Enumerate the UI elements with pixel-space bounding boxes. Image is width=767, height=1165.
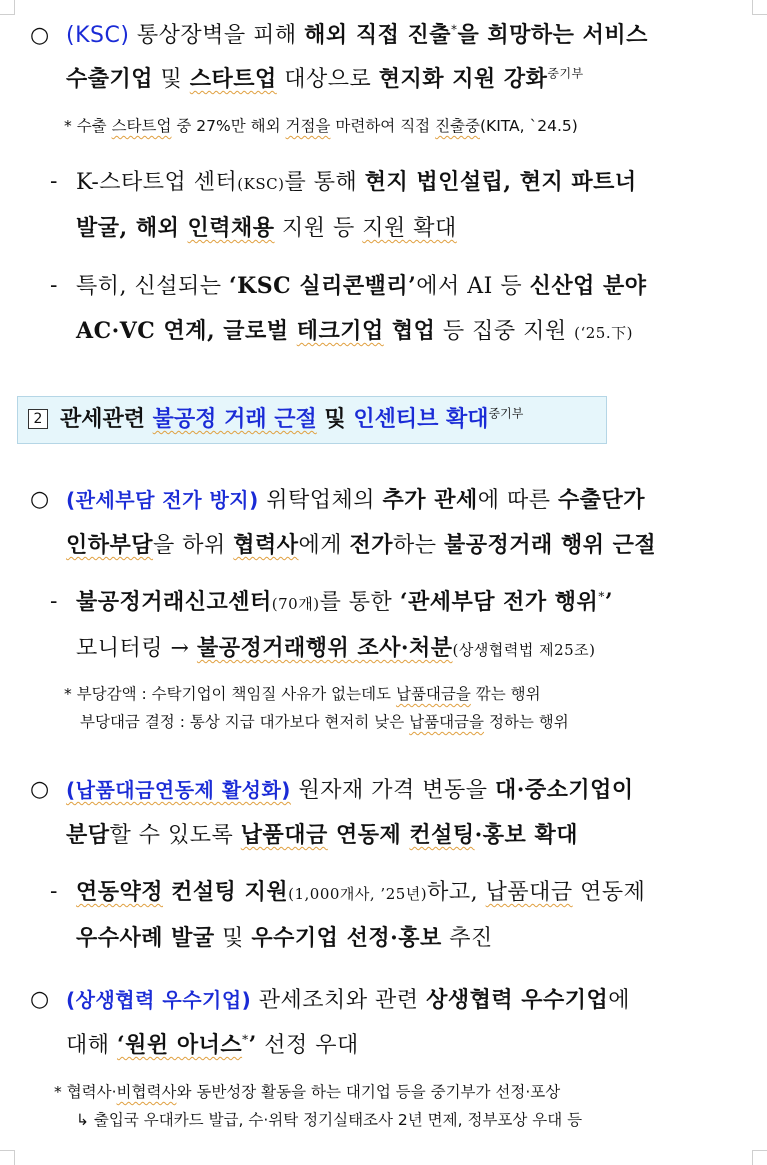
- dash-marker: -: [50, 273, 58, 298]
- paragraph-winwin-line2: 대해 ‘원윈 아너스*’ 선정 우대: [66, 1032, 359, 1058]
- sub-item-report-center-line1: 불공정거래신고센터(70개)를 통한 ‘관세부담 전가 행위*’: [76, 589, 613, 615]
- corner-mark-bottom-left: [0, 1150, 15, 1165]
- bullet-circle: ○: [30, 987, 50, 1012]
- sub-item-silicon-valley-line2: AC·VC 연계, 글로벌 테크기업 협업 등 집중 지원 (‘25.下): [76, 318, 633, 344]
- bullet-circle: ○: [30, 23, 50, 48]
- paragraph-tariff-burden-line2: 인하부담을 하위 협력사에게 전가하는 불공정거래 행위 근절: [66, 532, 657, 558]
- paragraph-price-linkage: [66, 768, 756, 858]
- paragraph-ksc-line1: (KSC) 통상장벽을 피해 해외 직접 진출*을 희망하는 서비스: [66, 22, 648, 48]
- paragraph-ksc-lead: (KSC): [66, 23, 130, 48]
- footnote-unfair-pricing: [64, 680, 569, 736]
- sub-item-silicon-valley: [76, 264, 756, 355]
- paragraph-winwin: [66, 978, 756, 1068]
- ministry-tag: 중기부: [488, 406, 524, 421]
- sub-item-consulting: [76, 870, 756, 961]
- section-number-box: 2: [28, 409, 48, 429]
- dash-marker: -: [50, 169, 58, 194]
- sub-item-report-center: [76, 580, 756, 672]
- paragraph-price-linkage-line1: (납품대금연동제 활성화) 원자재 가격 변동을 대·중소기업이: [66, 777, 634, 803]
- footnote-winwin-honors-line1: * 협력사·비협력사와 동반성장 활동을 하는 대기업 등을 중기부가 선정·포상: [54, 1083, 561, 1101]
- corner-mark-top-right: [752, 0, 767, 15]
- sub-item-silicon-valley-line1: 특히, 신설되는 ‘KSC 실리콘밸리’에서 AI 등 신산업 분야: [76, 273, 647, 299]
- corner-mark-bottom-right: [752, 1150, 767, 1165]
- sub-item-consulting-line1: 연동약정 컨설팅 지원(1,000개사, ’25년)하고, 납품대금 연동제: [76, 879, 646, 905]
- paragraph-tariff-burden-line1: (관세부담 전가 방지) 위탁업체의 추가 관세에 따른 수출단가: [66, 487, 645, 513]
- dash-marker: -: [50, 879, 58, 904]
- footnote-winwin-honors: [54, 1078, 582, 1134]
- corner-mark-top-left: [0, 0, 15, 15]
- section-header: [17, 396, 607, 444]
- bullet-circle: ○: [30, 777, 50, 802]
- paragraph-price-linkage-line2: 분담할 수 있도록 납품대금 연동제 컨설팅·홍보 확대: [66, 822, 578, 848]
- footnote-unfair-pricing-line1: * 부당감액 : 수탁기업이 책임질 사유가 없는데도 납품대금을 깎는 행위: [64, 685, 541, 703]
- paragraph-winwin-line1: (상생협력 우수기업) 관세조치와 관련 상생협력 우수기업에: [66, 987, 631, 1013]
- footnote-unfair-pricing-line2: 부당대금 결정 : 통상 지급 대가보다 현저히 낮은 납품대금을 정하는 행위: [80, 713, 569, 731]
- paragraph-ksc-line2: 수출기업 및 스타트업 대상으로 현지화 지원 강화$^{중기부}$: [66, 66, 584, 92]
- footnote-startup-stat: * 수출 스타트업 중 27%만 해외 거점을 마련하여 직접 진출중(KITA, `24.5): [64, 117, 578, 135]
- paragraph-ksc: [66, 14, 756, 102]
- paragraph-tariff-burden: [66, 478, 756, 568]
- sub-item-ksc-center: [76, 160, 756, 251]
- sub-item-consulting-line2: 우수사례 발굴 및 우수기업 선정·홍보 추진: [76, 925, 493, 951]
- sub-item-report-center-line2: 모니터링 → 불공정거래행위 조사·처분(상생협력법 제25조): [76, 635, 596, 661]
- sub-item-ksc-center-line1: K-스타트업 센터(KSC)를 통해 현지 법인설립, 현지 파트너: [76, 169, 637, 195]
- ministry-tag: 중기부: [547, 66, 584, 81]
- bullet-circle: ○: [30, 487, 50, 512]
- dash-marker: -: [50, 589, 58, 614]
- section-title: 관세관련 불공정 거래 근절 및 인센티브 확대$^{중기부}$: [60, 406, 524, 432]
- footnote-winwin-honors-line2: ↳ 출입국 우대카드 발급, 수·위탁 정기실태조사 2년 면제, 정부포상 우대 등: [76, 1111, 583, 1129]
- sub-item-ksc-center-line2: 발굴, 해외 인력채용 지원 등 지원 확대: [76, 215, 457, 241]
